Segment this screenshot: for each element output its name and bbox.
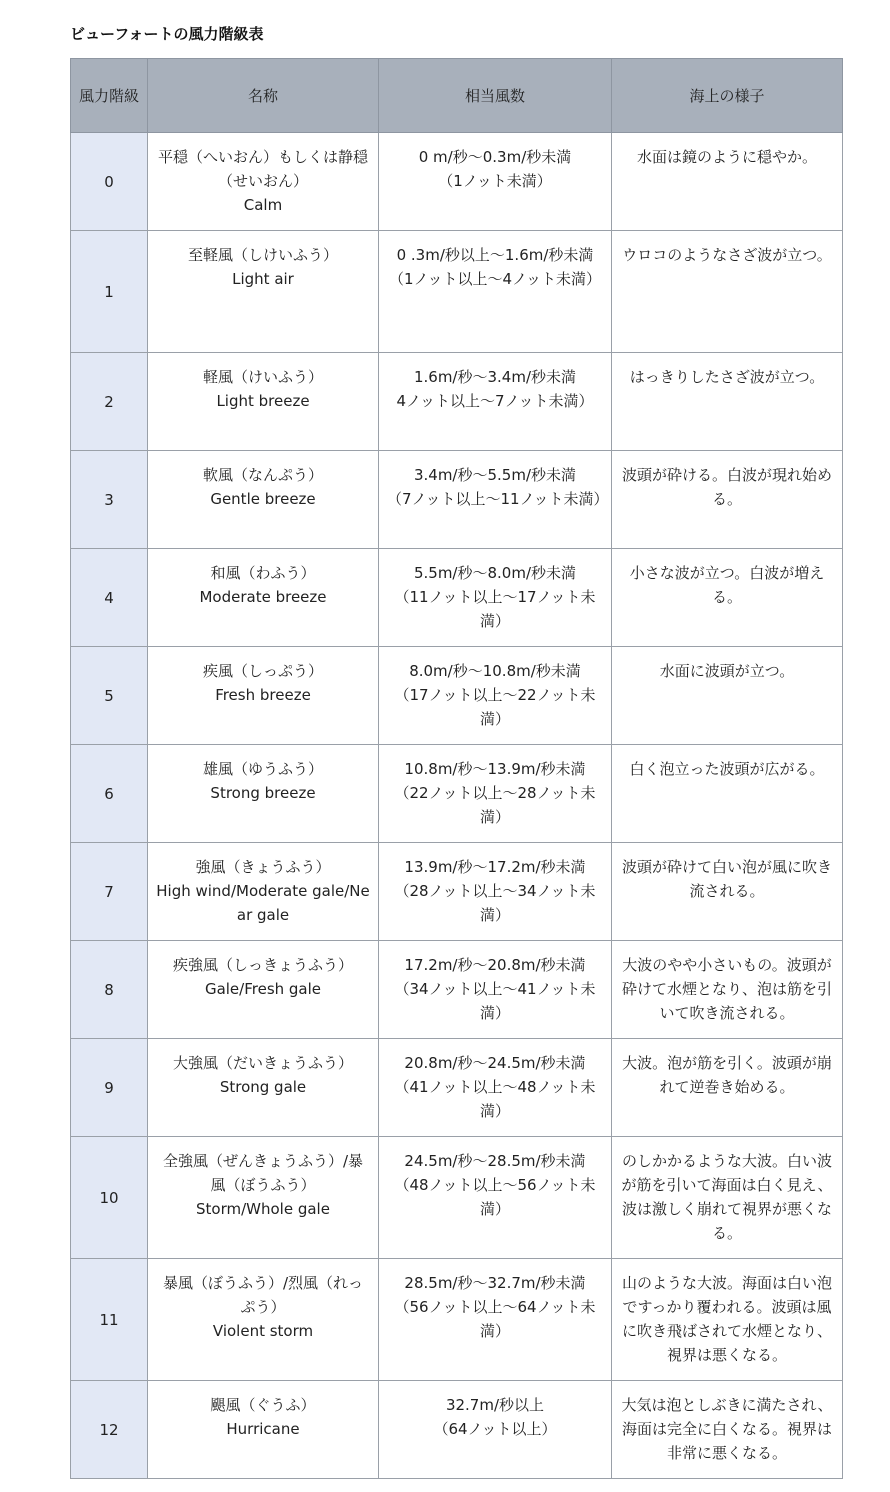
sea-state-cell: 波頭が砕けて白い泡が風に吹き流される。 — [612, 843, 843, 941]
table-row — [71, 231, 843, 353]
level-cell: 11 — [71, 1259, 148, 1381]
level-cell: 8 — [71, 941, 148, 1039]
name-cell: 颶風（ぐうふ） Hurricane — [148, 1381, 379, 1479]
level-cell: 7 — [71, 843, 148, 941]
header-sea-state: 海上の様子 — [612, 59, 843, 133]
sea-state-cell: ウロコのようなさざ波が立つ。 — [612, 231, 843, 353]
sea-state-cell: 大気は泡としぶきに満たされ、海面は完全に白くなる。視界は非常に悪くなる。 — [612, 1381, 843, 1479]
header-speed: 相当風数 — [379, 59, 612, 133]
speed-cell: 0 m/秒～0.3m/秒未満 （1ノット未満） — [379, 133, 612, 231]
table-row — [71, 1039, 843, 1137]
header-row — [71, 59, 843, 133]
speed-cell: 8.0m/秒～10.8m/秒未満 （17ノット以上～22ノット未満） — [379, 647, 612, 745]
name-cell: 雄風（ゆうふう） Strong breeze — [148, 745, 379, 843]
sea-state-cell: 波頭が砕ける。白波が現れ始める。 — [612, 451, 843, 549]
level-cell: 2 — [71, 353, 148, 451]
speed-cell: 28.5m/秒～32.7m/秒未満 （56ノット以上～64ノット未満） — [379, 1259, 612, 1381]
level-cell: 1 — [71, 231, 148, 353]
table-row — [71, 941, 843, 1039]
name-cell: 大強風（だいきょうふう） Strong gale — [148, 1039, 379, 1137]
name-cell: 至軽風（しけいふう） Light air — [148, 231, 379, 353]
name-cell: 全強風（ぜんきょうふう）/暴風（ぼうふう） Storm/Whole gale — [148, 1137, 379, 1259]
speed-cell: 24.5m/秒～28.5m/秒未満 （48ノット以上～56ノット未満） — [379, 1137, 612, 1259]
speed-cell: 5.5m/秒～8.0m/秒未満 （11ノット以上～17ノット未満） — [379, 549, 612, 647]
level-cell: 6 — [71, 745, 148, 843]
name-cell: 疾風（しっぷう） Fresh breeze — [148, 647, 379, 745]
name-cell: 暴風（ぼうふう）/烈風（れっぷう） Violent storm — [148, 1259, 379, 1381]
table-row — [71, 451, 843, 549]
name-cell: 強風（きょうふう） High wind/Moderate gale/Near gale — [148, 843, 379, 941]
name-cell: 軟風（なんぷう） Gentle breeze — [148, 451, 379, 549]
table-row — [71, 353, 843, 451]
sea-state-cell: 山のような大波。海面は白い泡ですっかり覆われる。波頭は風に吹き飛ばされて水煙となり、視界は悪くなる。 — [612, 1259, 843, 1381]
name-cell: 軽風（けいふう） Light breeze — [148, 353, 379, 451]
speed-cell: 20.8m/秒～24.5m/秒未満 （41ノット以上～48ノット未満） — [379, 1039, 612, 1137]
header-name: 名称 — [148, 59, 379, 133]
level-cell: 12 — [71, 1381, 148, 1479]
table-row — [71, 745, 843, 843]
table-row — [71, 843, 843, 941]
sea-state-cell: 水面は鏡のように穏やか。 — [612, 133, 843, 231]
speed-cell: 10.8m/秒～13.9m/秒未満 （22ノット以上～28ノット未満） — [379, 745, 612, 843]
speed-cell: 32.7m/秒以上 （64ノット以上） — [379, 1381, 612, 1479]
table-row — [71, 1381, 843, 1479]
level-cell: 3 — [71, 451, 148, 549]
name-cell: 疾強風（しっきょうふう） Gale/Fresh gale — [148, 941, 379, 1039]
beaufort-scale-table — [70, 58, 843, 1479]
level-cell: 4 — [71, 549, 148, 647]
level-cell: 9 — [71, 1039, 148, 1137]
sea-state-cell: のしかかるような大波。白い波が筋を引いて海面は白く見え、波は激しく崩れて視界が悪くなる。 — [612, 1137, 843, 1259]
table-row — [71, 1259, 843, 1381]
table-row — [71, 549, 843, 647]
sea-state-cell: はっきりしたさざ波が立つ。 — [612, 353, 843, 451]
speed-cell: 13.9m/秒～17.2m/秒未満 （28ノット以上～34ノット未満） — [379, 843, 612, 941]
speed-cell: 3.4m/秒～5.5m/秒未満 （7ノット以上～11ノット未満） — [379, 451, 612, 549]
speed-cell: 1.6m/秒～3.4m/秒未満 4ノット以上～7ノット未満） — [379, 353, 612, 451]
table-title: ビューフォートの風力階級表 — [70, 25, 264, 43]
header-level: 風力階級 — [71, 59, 148, 133]
sea-state-cell: 水面に波頭が立つ。 — [612, 647, 843, 745]
table-row — [71, 133, 843, 231]
name-cell: 和風（わふう） Moderate breeze — [148, 549, 379, 647]
table-row — [71, 647, 843, 745]
sea-state-cell: 大波。泡が筋を引く。波頭が崩れて逆巻き始める。 — [612, 1039, 843, 1137]
speed-cell: 0 .3m/秒以上～1.6m/秒未満 （1ノット以上～4ノット未満） — [379, 231, 612, 353]
speed-cell: 17.2m/秒～20.8m/秒未満 （34ノット以上～41ノット未満） — [379, 941, 612, 1039]
sea-state-cell: 小さな波が立つ。白波が増える。 — [612, 549, 843, 647]
sea-state-cell: 白く泡立った波頭が広がる。 — [612, 745, 843, 843]
name-cell: 平穏（へいおん）もしくは静穏（せいおん） Calm — [148, 133, 379, 231]
level-cell: 5 — [71, 647, 148, 745]
level-cell: 10 — [71, 1137, 148, 1259]
table-row — [71, 1137, 843, 1259]
level-cell: 0 — [71, 133, 148, 231]
sea-state-cell: 大波のやや小さいもの。波頭が砕けて水煙となり、泡は筋を引いて吹き流される。 — [612, 941, 843, 1039]
